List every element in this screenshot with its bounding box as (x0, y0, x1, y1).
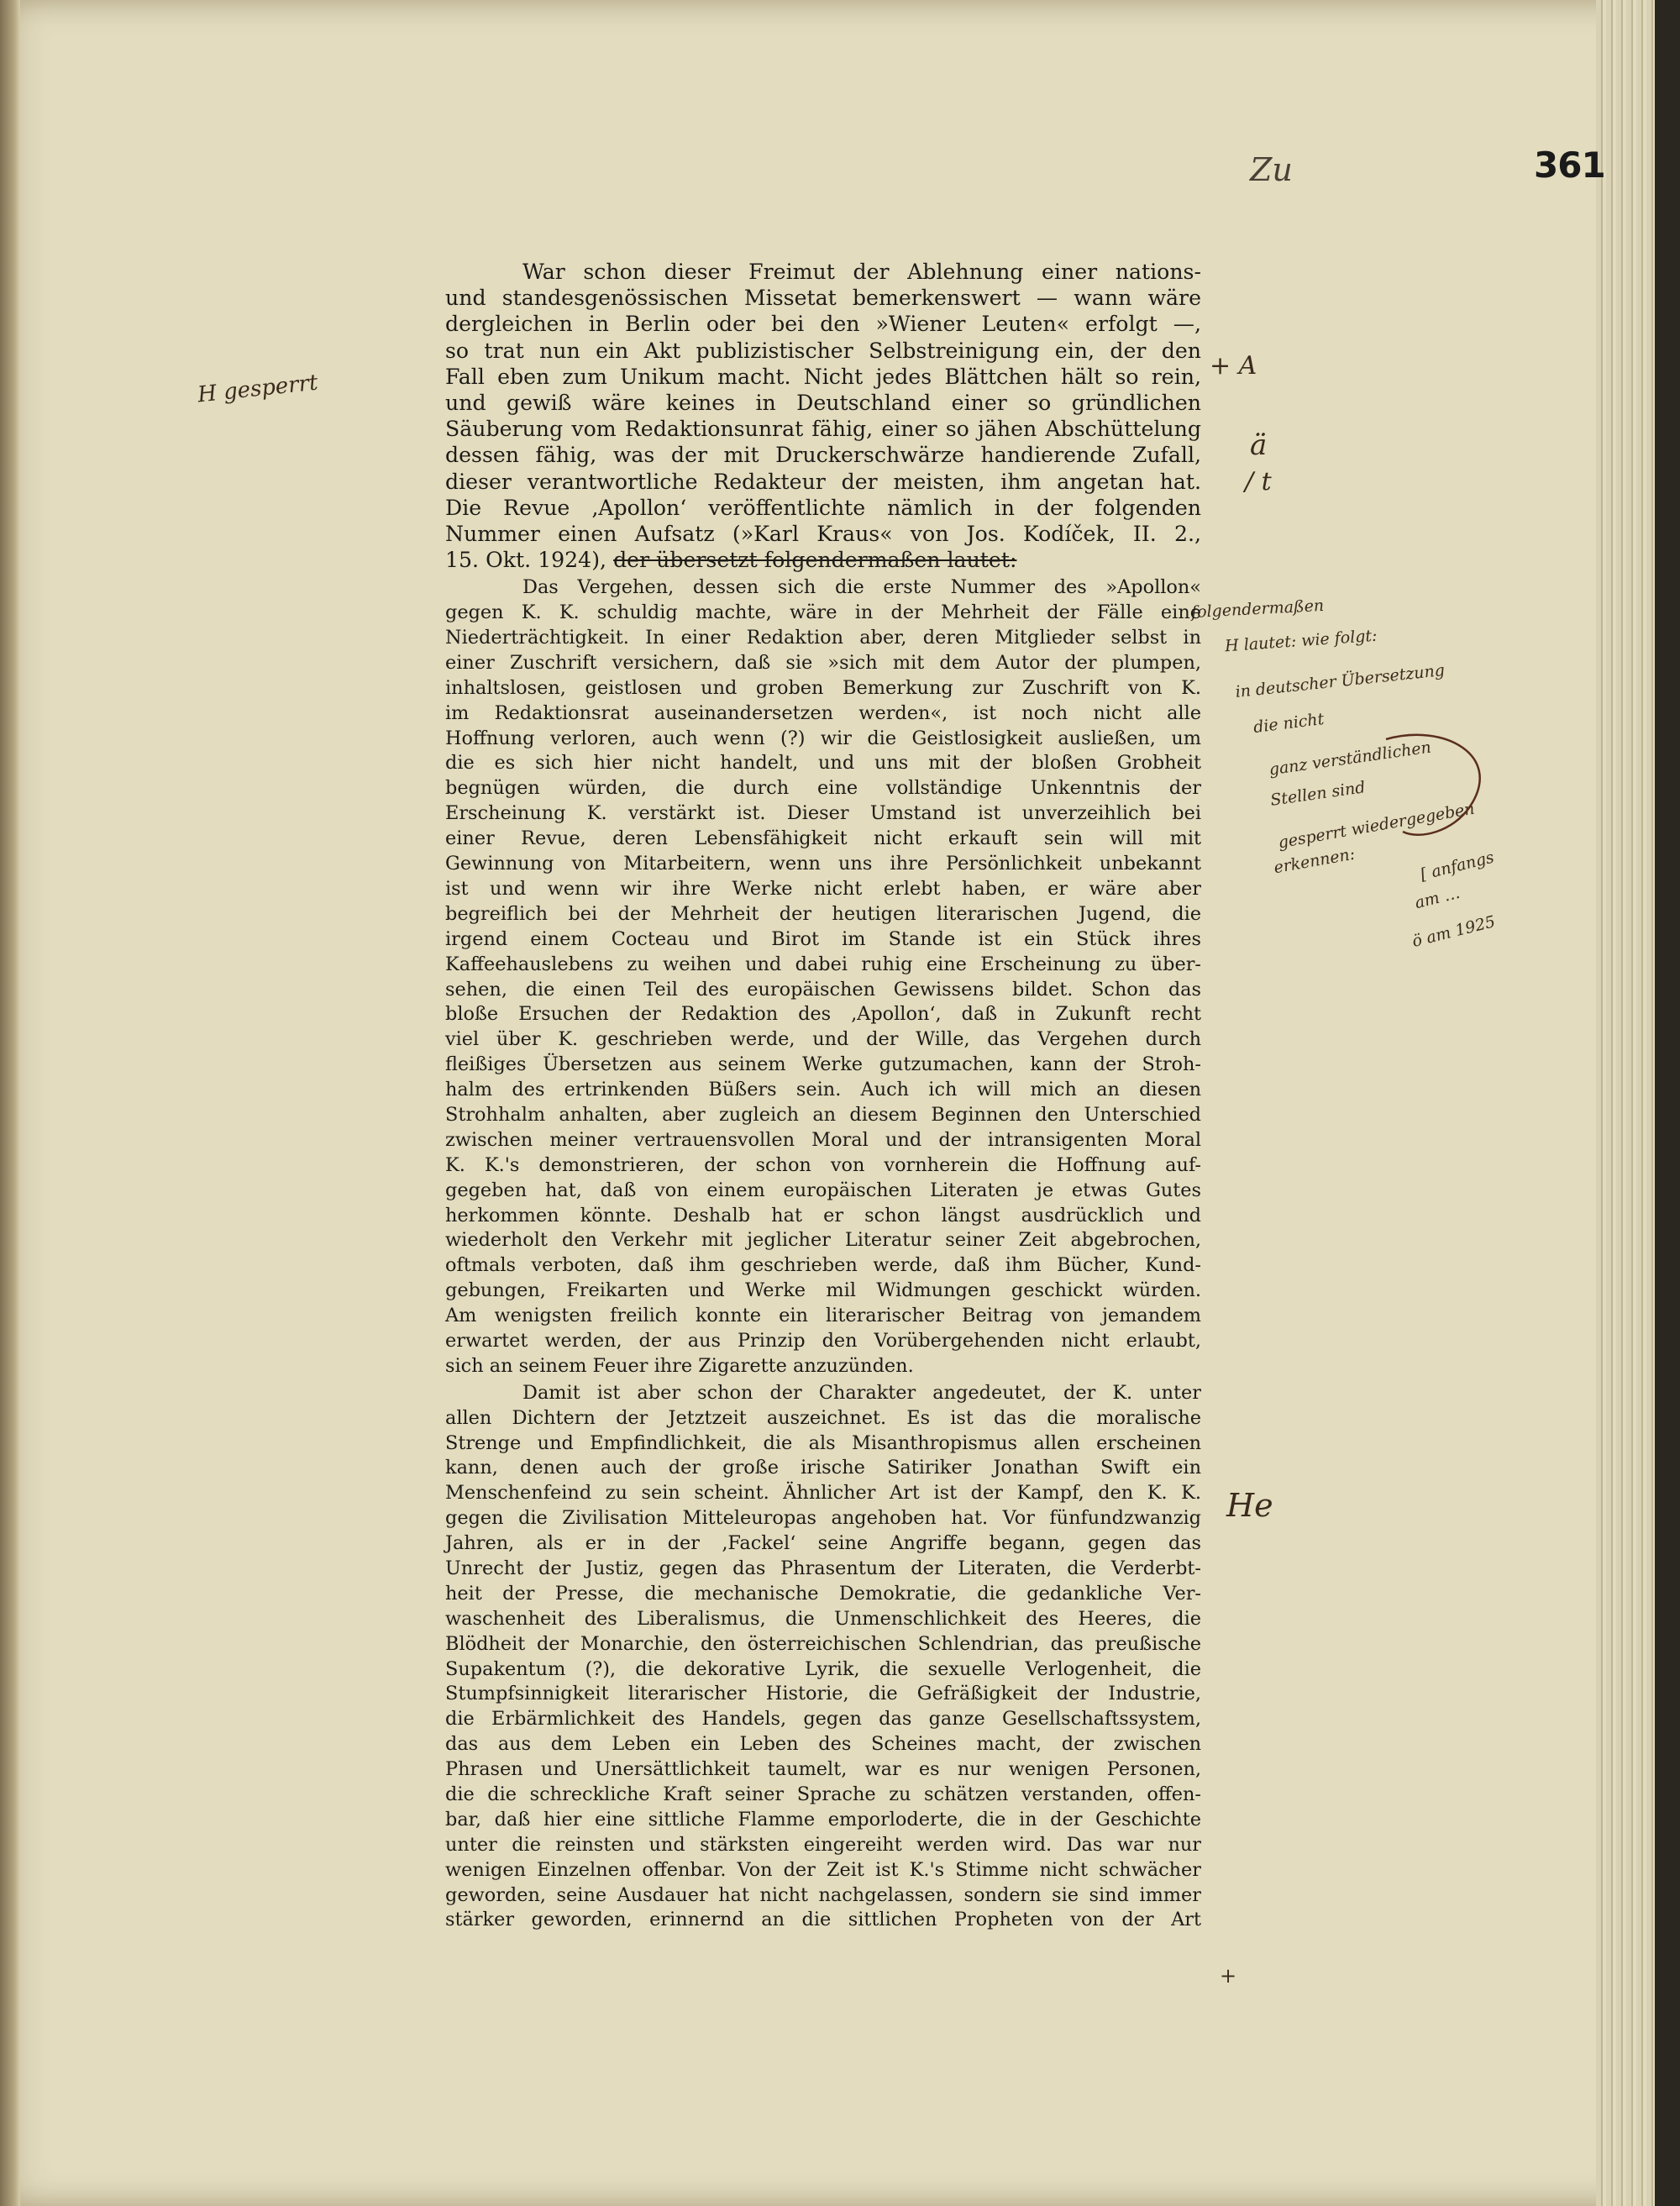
text-line: ist und wenn wir ihre Werke nicht erlebt haben, er wäre aber (445, 877, 1201, 900)
annotation-bracket-stroke (1369, 731, 1495, 848)
page-edges (1596, 0, 1655, 2206)
text-line: das aus dem Leben ein Leben des Scheines macht, der zwischen (445, 1733, 1201, 1756)
annotation-right-3: / t (1245, 467, 1272, 496)
page-number: 361 (1534, 144, 1605, 186)
text-line: K. K.'s demonstrieren, der schon von vornherein die Hoffnung auf- (445, 1153, 1201, 1176)
text-line: waschenheit des Liberalismus, die Unmenschlichkeit des Heeres, die (445, 1607, 1201, 1630)
text-line: Menschenfeind zu sein scheint. Ähnlicher Art ist der Kampf, den K. K. (445, 1482, 1201, 1505)
text-line: Kaffeehauslebens zu weihen und dabei ruhig eine Erscheinung zu über- (445, 953, 1201, 975)
text-line: gegen K. K. schuldig machte, wäre in der Mehrheit der Fälle eine (445, 601, 1201, 624)
paragraph-3 (445, 1380, 1201, 1933)
text-line: Supakentum (?), die dekorative Lyrik, die sexuelle Verlogenheit, die (445, 1657, 1201, 1680)
text-line: dieser verantwortliche Redakteur der meisten, ihm angetan hat. (445, 469, 1201, 494)
annotation-right-1: + A (1210, 351, 1257, 381)
text-fragment: 15. Okt. 1924), (445, 548, 607, 573)
text-line: Phrasen und Unersättlichkeit taumelt, war es nur wenigen Personen, (445, 1758, 1201, 1781)
text-line: einer Revue, deren Lebensfähigkeit nicht erkauft sein will mit (445, 827, 1201, 850)
text-line: stärker geworden, erinnernd an die sittlichen Propheten von der Art (445, 1909, 1201, 1931)
text-line: die die schreckliche Kraft seiner Sprache zu schätzen verstanden, offen- (445, 1783, 1201, 1805)
text-line: Strenge und Empfindlichkeit, die als Misanthropismus allen erscheinen (445, 1431, 1201, 1454)
text-line: begreiflich bei der Mehrheit der heutigen literarischen Jugend, die (445, 902, 1201, 925)
text-line: Hoffnung verloren, auch wenn (?) wir die Geistlosigkeit ausließen, um (445, 727, 1201, 749)
text-line: Jahren, als er in der ‚Fackel‘ seine Angriffe begann, gegen das (445, 1532, 1201, 1555)
text-line: irgend einem Cocteau und Birot im Stande ist ein Stück ihres (445, 927, 1201, 950)
struck-text: der übersetzt folgendermaßen lautet: (613, 548, 1017, 573)
text-line: oftmals verboten, daß ihm geschrieben werde, daß ihm Bücher, Kund- (445, 1254, 1201, 1277)
text-line: kann, denen auch der große irische Satiriker Jonathan Swift ein (445, 1457, 1201, 1479)
text-line: erwartet werden, der aus Prinzip den Vorübergehenden nicht erlaubt, (445, 1329, 1201, 1352)
text-line: unter die reinsten und stärksten eingereiht werden wird. Das war nur (445, 1833, 1201, 1856)
text-line: viel über K. geschrieben werde, und der Wille, das Vergehen durch (445, 1028, 1201, 1051)
annotation-right-block-9: [ anfangs (1418, 848, 1496, 885)
text-line: fleißiges Übersetzen aus seinem Werke gutzumachen, kann der Stroh- (445, 1053, 1201, 1076)
text-line: herkommen könnte. Deshalb hat er schon längst ausdrücklich und (445, 1204, 1201, 1226)
text-line: gegeben hat, daß von einem europäischen Literaten je etwas Gutes (445, 1179, 1201, 1201)
annotation-top: Zu (1250, 151, 1293, 188)
text-line: bar, daß hier eine sittliche Flamme emporloderte, die in der Geschichte (445, 1808, 1201, 1830)
annotation-right-block-10: am … (1413, 883, 1462, 913)
text-line: wiederholt den Verkehr mit jeglicher Literatur seiner Zeit abgebrochen, (445, 1229, 1201, 1252)
text-line: inhaltslosen, geistlosen und groben Bemerkung zur Zuschrift von K. (445, 676, 1201, 699)
text-line: Erscheinung K. verstärkt ist. Dieser Umstand ist unverzeihlich bei (445, 802, 1201, 825)
text-line: dessen fähig, was der mit Druckerschwärze handierende Zufall, (445, 443, 1201, 468)
annotation-right-block-1: folgendermaßen (1190, 596, 1325, 622)
text-line-last: sich an seinem Feuer ihre Zigarette anzuzünden. (445, 1354, 914, 1377)
text-line: einer Zuschrift versichern, daß sie »sich mit dem Autor der plumpen, (445, 651, 1201, 674)
text-line: allen Dichtern der Jetztzeit auszeichnet. Es ist das die moralische (445, 1406, 1201, 1429)
text-line: begnügen würden, die durch eine vollständige Unkenntnis der (445, 777, 1201, 800)
text-line: wenigen Einzelnen offenbar. Von der Zeit ist K.'s Stimme nicht schwächer (445, 1858, 1201, 1881)
annotation-right-block-8: erkennen: (1272, 844, 1357, 878)
text-line: Nummer einen Aufsatz (»Karl Kraus« von Jos. Kodíček, II. 2., (445, 521, 1201, 546)
annotation-right-block-4: die nicht (1252, 709, 1326, 738)
text-line: Gewinnung von Mitarbeitern, wenn uns ihre Persönlichkeit unbekannt (445, 853, 1201, 875)
paragraph-1 (445, 259, 1201, 573)
text-line: heit der Presse, die mechanische Demokratie, die gedankliche Ver- (445, 1582, 1201, 1605)
text-line: War schon dieser Freimut der Ablehnung einer nations- (522, 260, 1201, 284)
text-line: halm des ertrinkenden Büßers sein. Auch ich will mich an diesen (445, 1079, 1201, 1101)
annotation-right-block-3: in deutscher Übersetzung (1234, 660, 1446, 702)
annotation-right-block-11: ö am 1925 (1410, 912, 1498, 951)
text-line: geworden, seine Ausdauer hat nicht nachgelassen, sondern sie sind immer (445, 1883, 1201, 1906)
annotation-right-block-7: gesperrt wiedergegeben (1276, 799, 1477, 853)
text-line: die es sich hier nicht handelt, und uns mit der bloßen Grobheit (445, 752, 1201, 775)
text-line: Strohhalm anhalten, aber zugleich an diesem Beginnen den Unterschied (445, 1103, 1201, 1126)
body-text (445, 259, 1201, 1932)
book-binding (0, 0, 20, 2206)
text-line: sehen, die einen Teil des europäischen Gewissens bildet. Schon das (445, 978, 1201, 1001)
annotation-right-block-6: Stellen sind (1269, 778, 1367, 810)
text-line: Blödheit der Monarchie, den österreichischen Schlendrian, das preußische (445, 1632, 1201, 1655)
text-line: Unrecht der Justiz, gegen das Phrasentum der Literaten, die Verderbt- (445, 1557, 1201, 1579)
annotation-right-plus: + (1220, 1964, 1237, 1988)
text-line: die Erbärmlichkeit des Handels, gegen das ganze Gesellschaftssystem, (445, 1708, 1201, 1731)
annotation-left-margin: H gesperrt (196, 370, 319, 408)
annotation-right-block-2: H lautet: wie folgt: (1224, 626, 1378, 656)
text-line: Damit ist aber schon der Charakter angedeutet, der K. unter (522, 1381, 1201, 1404)
text-line: Das Vergehen, dessen sich die erste Nummer des »Apollon« (522, 576, 1201, 599)
text-line: und standesgenössischen Missetat bemerkenswert — wann wäre (445, 286, 1201, 311)
text-line: bloße Ersuchen der Redaktion des ‚Apollon‘, daß in Zukunft recht (445, 1003, 1201, 1026)
paragraph-2 (445, 575, 1201, 1379)
text-line: und gewiß wäre keines in Deutschland einer so gründlichen (445, 390, 1201, 415)
annotation-right-block-5: ganz verständlichen (1268, 738, 1433, 780)
text-line: Fall eben zum Unikum macht. Nicht jedes Blättchen hält so rein, (445, 364, 1201, 389)
text-line: so trat nun ein Akt publizistischer Selbstreinigung ein, der den (445, 338, 1201, 363)
text-line: Am wenigsten freilich konnte ein literarischer Beitrag von jemandem (445, 1305, 1201, 1327)
annotation-right-2: ä (1250, 428, 1268, 462)
text-line: Stumpfsinnigkeit literarischer Historie, die Gefräßigkeit der Industrie, (445, 1683, 1201, 1705)
annotation-right-he: He (1226, 1487, 1273, 1524)
text-line: Niederträchtigkeit. In einer Redaktion aber, deren Mitglieder selbst in (445, 627, 1201, 649)
text-line: dergleichen in Berlin oder bei den »Wiener Leuten« erfolgt —, (445, 312, 1201, 337)
text-line: Säuberung vom Redaktionsunrat fähig, einer so jähen Abschüttelung (445, 417, 1201, 442)
text-line: im Redaktionsrat auseinandersetzen werden«, ist noch nicht alle (445, 701, 1201, 724)
text-line: Die Revue ‚Apollon‘ veröffentlichte nämlich in der folgenden (445, 495, 1201, 520)
text-line: zwischen meiner vertrauensvollen Moral und der intransigenten Moral (445, 1128, 1201, 1151)
text-line: gebungen, Freikarten und Werke mil Widmungen geschickt würden. (445, 1279, 1201, 1302)
text-line: gegen die Zivilisation Mitteleuropas angehoben hat. Vor fünfundzwanzig (445, 1507, 1201, 1530)
text-line-last (445, 547, 1201, 573)
